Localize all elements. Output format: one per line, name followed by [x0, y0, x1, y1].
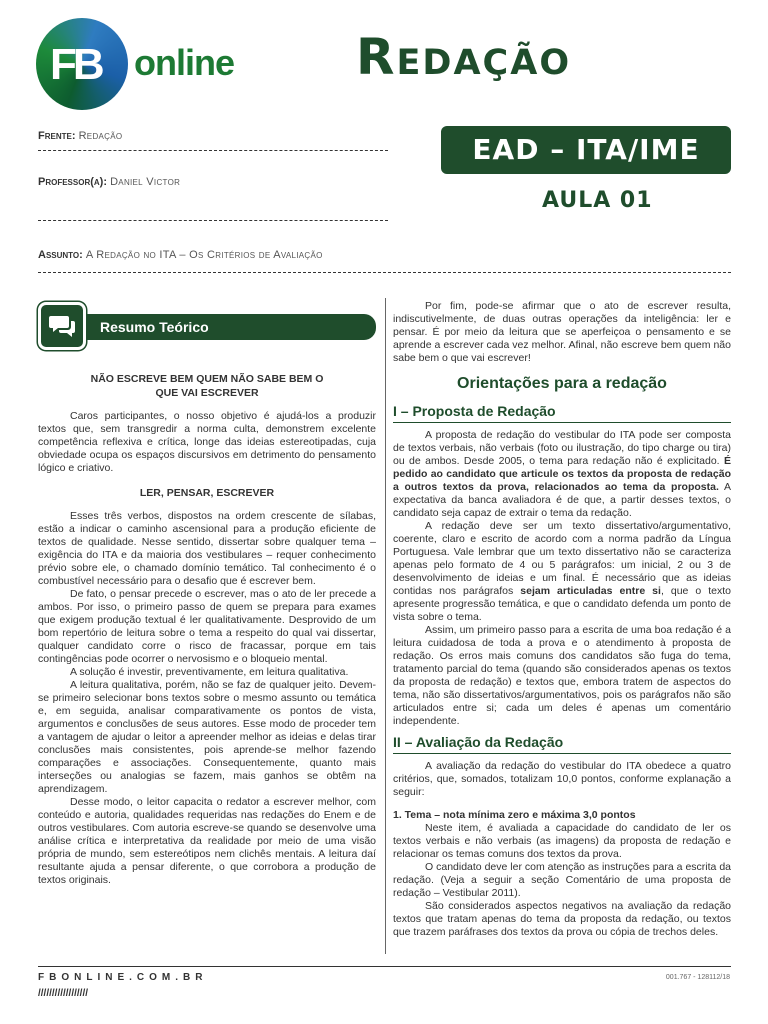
- paragraph: Assim, um primeiro passo para a escrita de uma boa redação é a leitura cuidadosa de toda a prova e o atendimento à proposta de redação. Os erros mais comuns dos candidatos são fuga do tema, tratamento parcial do tema (quando são considerados apenas os textos da proposta de redação) e textos que, embora tratem de aspectos do tema, não são dissertativos/argumentativos, pois os parágrafos não são articulados entre si; cada um deles é apenas um comentário independente.: [393, 624, 731, 727]
- resumo-header: [38, 300, 376, 348]
- paragraph: Desse modo, o leitor capacita o redator a escrever melhor, com conteúdo e autoria, qualidades requeridas nas redações do Enem e de outros vestibulares. Com autoria escreve-se quando se desenvolve uma análise crítica e interpretativa da realidade por meio de uma visão própria de mundo, sem estereótipos nem clichês mentais. A leitura daí resultante ajuda a pensar diferente, o que corrobora a produção de textos originais.: [38, 796, 376, 886]
- paragraph: O candidato deve ler com atenção as instruções para a escrita da redação. (Veja a seguir a seção Comentário de uma proposta de redação – Vestibular 2011).: [393, 861, 731, 899]
- footer-divider: [38, 966, 731, 967]
- paragraph: São considerados aspectos negativos na avaliação da redação textos que tratam apenas do tema da proposta da redação, ou textos que trazem paráfrases dos textos da prova ou cópia de trechos deles.: [393, 900, 731, 938]
- paragraph: Esses três verbos, dispostos na ordem crescente de sílabas, estão a indicar o caminho ascensional para a produção eficiente de textos de qualidade. Nesse sentido, dissertar sobre qualquer tema – exigência do ITA e da maioria dos vestibulares – requer conhecimento prévio sobre ele, o chamado domínio temático. Tal conhecimento é o combustível necessário para o desafio que é escrever bem.: [38, 510, 376, 587]
- professor-label: Professor(a):: [38, 176, 107, 188]
- bold-span: É pedido ao candidato que articule os textos da proposta de redação a outros textos da prova, relacionados ao tema da proposta.: [393, 455, 731, 493]
- logo-online-text: online: [134, 42, 234, 83]
- text-span: A expectativa da banca avaliadora é de que, a partir desses textos, o candidato seja capaz de extrair o tema da redação.: [393, 481, 732, 519]
- divider: [38, 220, 388, 221]
- ead-badge: EAD – ITA/IME: [441, 126, 731, 174]
- section-heading-avaliacao: II – Avaliação da Redação: [393, 734, 731, 754]
- frente-label: Frente:: [38, 130, 76, 142]
- divider: [38, 150, 388, 151]
- assunto-label: Assunto:: [38, 249, 83, 261]
- footer-code: 001.767 - 128112/18: [665, 974, 730, 981]
- paragraph: Caros participantes, o nosso objetivo é ajudá-los a produzir textos que, sem transgredir a norma culta, demonstrem excelente competência reflexiva e crítica, longe das ideias estereotipadas, cuja obviedade ocupa os espaços discursivos em detrimento do pensamento lógico e criativo.: [38, 410, 376, 474]
- text-span: , que o texto apresente progressão temática, e que o candidato defenda um ponto de vista sobre o tema.: [393, 585, 731, 623]
- paragraph: A leitura qualitativa, porém, não se faz de qualquer jeito. Devem-se primeiro selecionar bons textos sobre o mesmo assunto ou temática e, em seguida, analisar comparativamente os pontos de vista, argumentos e conclusões de seus autores. Esse modo de proceder tem a vantagem de ajudar o leitor a apreender melhor as ideias e delas tirar conclusões mais consistentes, pois aprende-se melhor fazendo comparações e associações. Consequentemente, quanto mais interseções ou analogias se fazem, mais ganhos se obtêm na aprendizagem.: [38, 679, 376, 795]
- divider: [38, 272, 731, 273]
- logo-fb-mark: FB: [50, 40, 101, 89]
- paragraph: [393, 429, 731, 520]
- resumo-title: Resumo Teórico: [68, 314, 376, 340]
- footer-site-link[interactable]: FBONLINE.COM.BR: [38, 972, 208, 983]
- fb-online-logo: [36, 18, 234, 110]
- paragraph: De fato, o pensar precede o escrever, mas o ato de ler precede a ambos. Por isso, o primeiro passo de quem se prepara para exames que exigem produção textual é ler qualitativamente. Desprovido de um bom repertório de leitura sobre o tema a respeito do qual vai dissertar, qualquer candidato corre o risco de fracassar, porque em tais contingências pode ocorrer o nervosismo e o bloqueio mental.: [38, 588, 376, 665]
- text-span: A redação deve ser um texto dissertativo/argumentativo, coerente, claro e escrito de acordo com a norma padrão da Língua Portuguesa. Vale lembrar que um texto dissertativo não se caracteriza apenas pelo formato de 4 ou 5 parágrafos: um inicial, 2 ou 3 de desenvolvimento de ideias e um final. É necessário que as ideias contidas nos parágrafos: [393, 520, 731, 597]
- assunto-value: A Redação no ITA – Os Critérios de Avaliação: [85, 249, 323, 261]
- page-title: Redação: [356, 28, 572, 86]
- professor-field: [38, 176, 180, 188]
- professor-value: Daniel Victor: [110, 176, 181, 188]
- paragraph: Neste item, é avaliada a capacidade do candidato de ler os textos verbais e não verbais (as imagens) da proposta de redação e relacionar os temas comuns dos textos da prova.: [393, 822, 731, 860]
- paragraph: [393, 520, 731, 624]
- paragraph: Por fim, pode-se afirmar que o ato de escrever resulta, indiscutivelmente, de duas outras operações da inteligência: ler e pensar. É por meio da leitura que se aperfeiçoa o pensamento e se aprende a escrever cada vez melhor. Afinal, não escreve bem quem não sabe bem o que vai escrever!: [393, 300, 731, 364]
- paragraph: A solução é investir, preventivamente, em leitura qualitativa.: [70, 666, 349, 678]
- text-span: A proposta de redação do vestibular do ITA pode ser composta de textos verbais, não verbais (foto ou ilustração, do tipo charge ou tira) ou de ambos. Desde 2005, o tema para redação não é explicitado.: [393, 429, 731, 467]
- right-column: [393, 300, 731, 939]
- left-heading: NÃO ESCREVE BEM QUEM NÃO SABE BEM O QUE VAI ESCREVER: [90, 373, 324, 399]
- aula-label: AULA 01: [542, 188, 653, 213]
- left-subheading: LER, PENSAR, ESCREVER: [139, 487, 275, 499]
- paragraph: A avaliação da redação do vestibular do ITA obedece a quatro critérios, que, somados, totalizam 10,0 pontos, conforme explanação a seguir:: [393, 760, 731, 798]
- item-title: 1. Tema – nota mínima zero e máxima 3,0 pontos: [393, 809, 636, 821]
- chat-bubbles-icon: [38, 302, 86, 350]
- assunto-field: [38, 249, 323, 261]
- footer-slashes: //////////////////: [38, 988, 89, 999]
- column-divider: [385, 298, 386, 954]
- left-column: [38, 300, 376, 887]
- orientacoes-heading: Orientações para a redação: [457, 375, 667, 392]
- bold-span: sejam articuladas entre si: [520, 585, 661, 597]
- frente-field: [38, 130, 122, 142]
- section-heading-proposta: I – Proposta de Redação: [393, 403, 731, 423]
- frente-value: Redação: [78, 130, 123, 142]
